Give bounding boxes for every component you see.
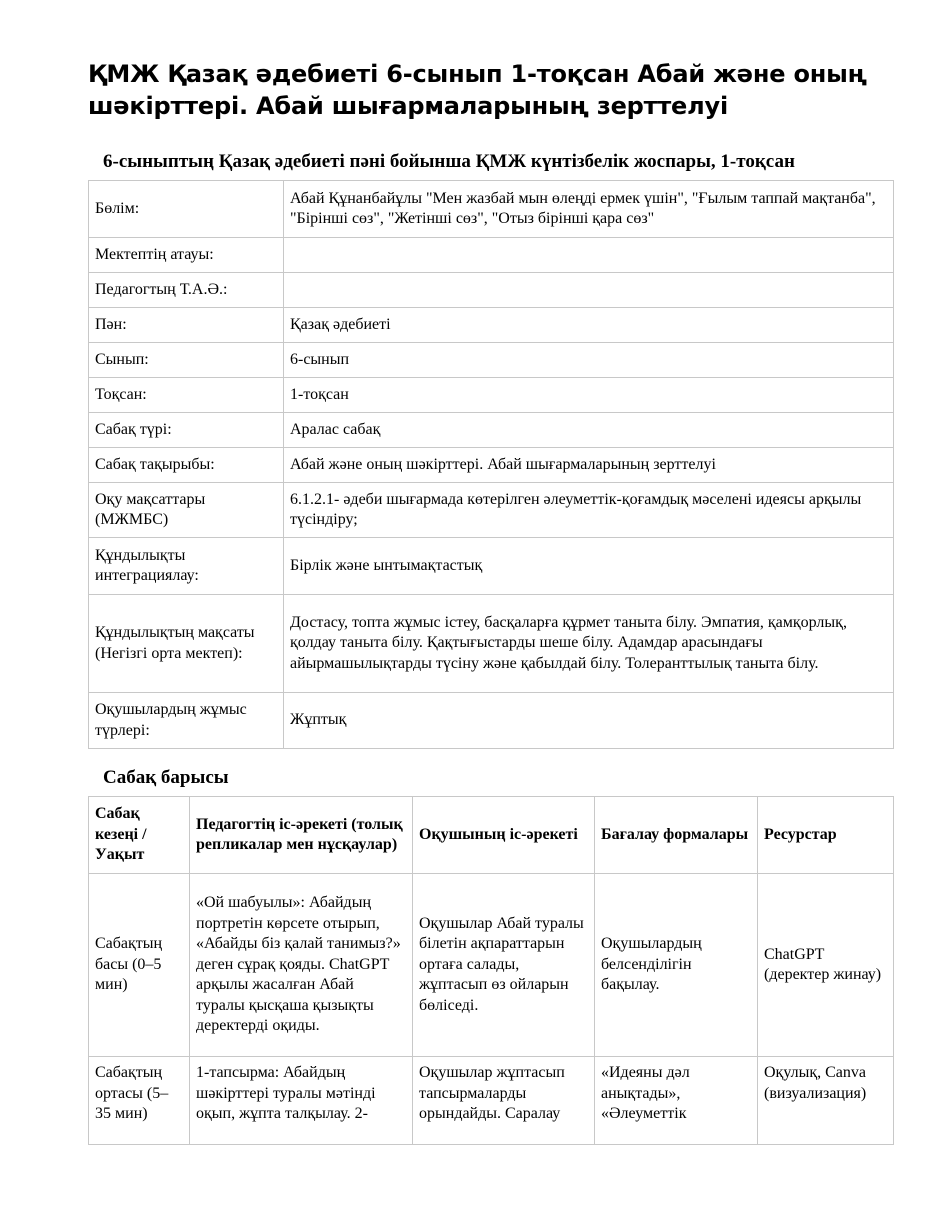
column-header: Бағалау формалары xyxy=(595,797,758,874)
row-value: Бірлік және ынтымақтастық xyxy=(284,538,894,595)
info-heading: 6-сыныптың Қазақ әдебиеті пәні бойынша ҚМЖ күнтізбелік жоспары, 1-тоқсан xyxy=(103,151,795,172)
row-label: Тоқсан: xyxy=(89,378,284,413)
student-cell: Оқушылар жұптасып тапсырмаларды орындайды. Саралау xyxy=(413,1057,595,1145)
table-row xyxy=(89,595,894,693)
table-row xyxy=(89,448,894,483)
table-row xyxy=(89,181,894,238)
row-value: 6.1.2.1- әдеби шығармада көтерілген әлеуметтік-қоғамдық мәселені идеясы арқылы түсіндіру; xyxy=(284,483,894,538)
column-header: Ресурстар xyxy=(758,797,894,874)
row-label: Пән: xyxy=(89,308,284,343)
student-cell: Оқушылар Абай туралы білетін ақпараттарын ортаға салады, жұптасып өз ойларын бөліседі. xyxy=(413,874,595,1057)
row-label: Оқу мақсаттары (МЖМБС) xyxy=(89,483,284,538)
row-label: Мектептің атауы: xyxy=(89,238,284,273)
row-value: Достасу, топта жұмыс істеу, басқаларға құрмет таныта білу. Эмпатия, қамқорлық, қолдау таныта білу. Қақтығыстарды шеше білу. Адамдар арасындағы айырмашылықтарды түсіну және қабылдай білу. Толеранттылық таныта білу. xyxy=(284,595,894,693)
document-page xyxy=(88,58,893,1145)
table-row xyxy=(89,413,894,448)
lesson-flow-table xyxy=(88,796,894,1145)
row-label: Сабақ тақырыбы: xyxy=(89,448,284,483)
teacher-cell: 1-тапсырма: Абайдың шәкірттері туралы мәтінді оқып, жұпта талқылау. 2- xyxy=(190,1057,413,1145)
row-label: Оқушылардың жұмыс түрлері: xyxy=(89,693,284,749)
row-value: Абай және оның шәкірттері. Абай шығармаларының зерттелуі xyxy=(284,448,894,483)
row-label: Сынып: xyxy=(89,343,284,378)
table-row xyxy=(89,273,894,308)
lesson-heading: Сабақ барысы xyxy=(103,767,229,788)
teacher-cell: «Ой шабуылы»: Абайдың портретін көрсете отырып, «Абайды біз қалай танимыз?» деген сұрақ қояды. ChatGPT арқылы жасалған Абай туралы қысқаша қызықты деректерді оқиды. xyxy=(190,874,413,1057)
row-label: Құндылықты интеграциялау: xyxy=(89,538,284,595)
table-row xyxy=(89,378,894,413)
row-value: Абай Құнанбайұлы "Мен жазбай мын өлеңді ермек үшін", "Ғылым таппай мақтанба", "Бірінші сөз", "Жетінші сөз", "Отыз бірінші қара сөз" xyxy=(284,181,894,238)
table-row xyxy=(89,238,894,273)
row-value xyxy=(284,238,894,273)
column-header: Педагогтің іс-әрекеті (толық репликалар мен нұсқаулар) xyxy=(190,797,413,874)
document-title: ҚМЖ Қазақ әдебиеті 6-сынып 1-тоқсан Абай және оның шәкірттері. Абай шығармаларының зерттелуі xyxy=(88,60,867,120)
resources-cell: ChatGPT (деректер жинау) xyxy=(758,874,894,1057)
row-label: Құндылықтың мақсаты (Негізгі орта мектеп): xyxy=(89,595,284,693)
assessment-cell: «Идеяны дәл анықтады», «Әлеуметтік xyxy=(595,1057,758,1145)
column-header: Сабақ кезеңі / Уақыт xyxy=(89,797,190,874)
resources-cell: Оқулық, Canva (визуализация) xyxy=(758,1057,894,1145)
row-label: Педагогтың Т.А.Ә.: xyxy=(89,273,284,308)
stage-cell: Сабақтың басы (0–5 мин) xyxy=(89,874,190,1057)
row-value: Жұптық xyxy=(284,693,894,749)
table-row xyxy=(89,874,894,1057)
row-value xyxy=(284,273,894,308)
row-value: Қазақ әдебиеті xyxy=(284,308,894,343)
column-header: Оқушының іс-әрекеті xyxy=(413,797,595,874)
row-value: 1-тоқсан xyxy=(284,378,894,413)
lesson-info-table xyxy=(88,180,894,749)
assessment-cell: Оқушылардың белсенділігін бақылау. xyxy=(595,874,758,1057)
table-row xyxy=(89,308,894,343)
row-value: Аралас сабақ xyxy=(284,413,894,448)
table-row xyxy=(89,1057,894,1145)
table-row xyxy=(89,483,894,538)
table-row xyxy=(89,693,894,749)
stage-cell: Сабақтың ортасы (5–35 мин) xyxy=(89,1057,190,1145)
row-value: 6-сынып xyxy=(284,343,894,378)
table-row xyxy=(89,538,894,595)
row-label: Сабақ түрі: xyxy=(89,413,284,448)
table-header-row xyxy=(89,797,894,874)
table-row xyxy=(89,343,894,378)
row-label: Бөлім: xyxy=(89,181,284,238)
